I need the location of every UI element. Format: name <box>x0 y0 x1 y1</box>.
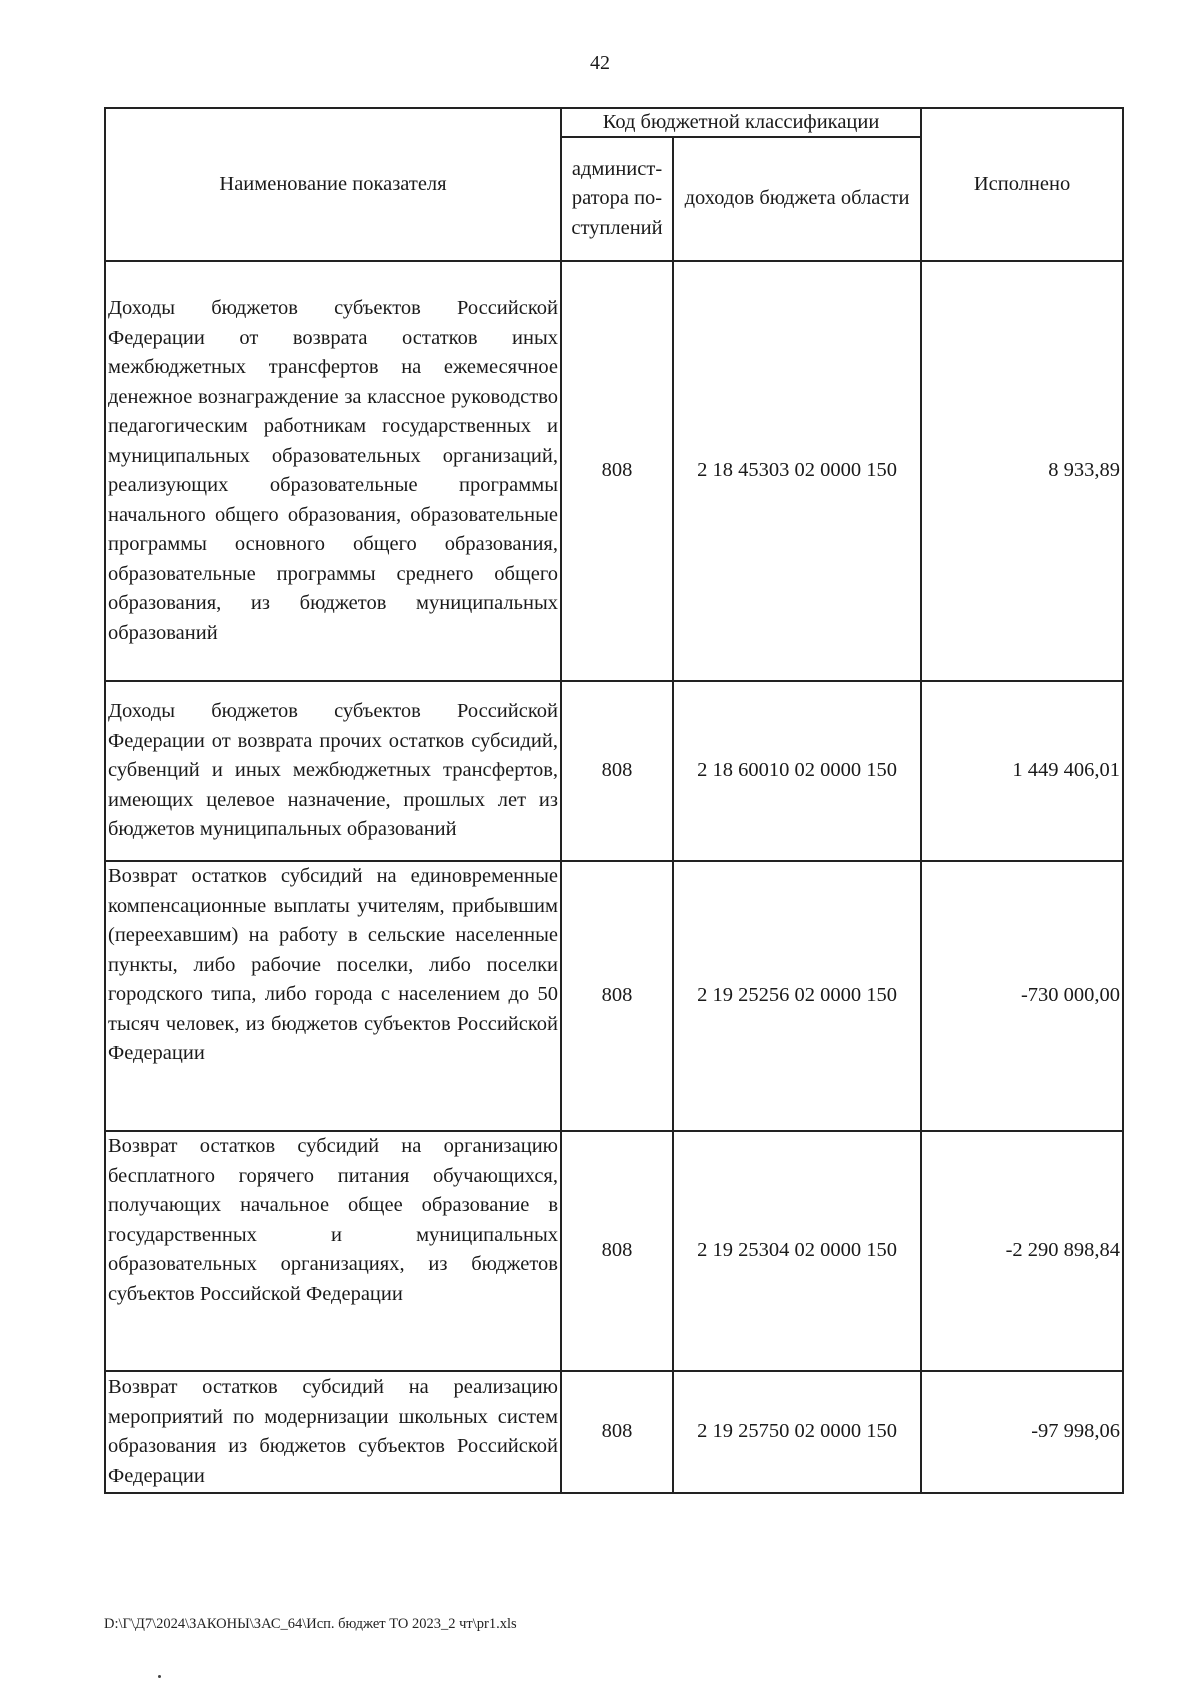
row-executed-amount: 8 933,89 <box>921 261 1123 681</box>
table-row <box>105 681 1123 861</box>
header-income-code-label: доходов бюджета области <box>684 187 910 210</box>
budget-revenue-table <box>104 107 1124 1494</box>
header-administrator <box>561 137 673 261</box>
row-indicator-name: Доходы бюджетов субъектов Российской Федерации от возврата прочих остатков субсидий, субвенций и иных межбюджетных трансфертов, имеющих целевое назначение, прошлых лет из бюджетов муниципальных образований <box>105 681 561 861</box>
header-indicator-name: Наименование показателя <box>105 108 561 261</box>
row-executed-amount: -730 000,00 <box>921 861 1123 1131</box>
row-income-code: 2 18 60010 02 0000 150 <box>673 681 921 861</box>
row-indicator-name: Возврат остатков субсидий на единовременные компенсационные выплаты учителям, прибывшим (переехавшим) на работу в сельские населенные пункты, либо рабочие поселки, либо поселки городского типа, либо города с населением до 50 тысяч человек, из бюджетов субъектов Российской Федерации <box>105 861 561 1131</box>
row-executed-amount: -2 290 898,84 <box>921 1131 1123 1371</box>
row-admin-code: 808 <box>561 1371 673 1493</box>
row-income-code: 2 18 45303 02 0000 150 <box>673 261 921 681</box>
header-row-top <box>105 108 1123 137</box>
row-indicator-name: Доходы бюджетов субъектов Российской Федерации от возврата остатков иных межбюджетных трансфертов на ежемесячное денежное вознаграждение за классное руководство педагогическим работникам государственных и муниципальных образовательных организаций, реализующих образовательные программы начального общего образования, образовательные программы основного общего образования, образовательные программы среднего общего образования, из бюджетов муниципальных образований <box>105 261 561 681</box>
row-indicator-name: Возврат остатков субсидий на реализацию мероприятий по модернизации школьных систем образования из бюджетов субъектов Российской Федерации <box>105 1371 561 1493</box>
row-income-code: 2 19 25750 02 0000 150 <box>673 1371 921 1493</box>
row-admin-code: 808 <box>561 261 673 681</box>
header-budget-classification-code: Код бюджетной классификации <box>561 108 921 137</box>
row-executed-amount: 1 449 406,01 <box>921 681 1123 861</box>
row-income-code: 2 19 25256 02 0000 150 <box>673 861 921 1131</box>
header-income-code <box>673 137 921 261</box>
header-administrator-label: админист-ратора по-ступлений <box>571 157 663 239</box>
row-admin-code: 808 <box>561 1131 673 1371</box>
row-admin-code: 808 <box>561 681 673 861</box>
table-row <box>105 261 1123 681</box>
row-income-code: 2 19 25304 02 0000 150 <box>673 1131 921 1371</box>
header-executed: Исполнено <box>921 108 1123 261</box>
table-row <box>105 861 1123 1131</box>
row-executed-amount: -97 998,06 <box>921 1371 1123 1493</box>
page-number: 42 <box>590 52 610 74</box>
row-indicator-name: Возврат остатков субсидий на организацию бесплатного горячего питания обучающихся, получающих начальное общее образование в государственных и муниципальных образовательных организациях, из бюджетов субъектов Российской Федерации <box>105 1131 561 1371</box>
table-row <box>105 1131 1123 1371</box>
footer-file-path: D:\Г\Д7\2024\ЗАКОНЫ\ЗАС_64\Исп. бюджет ТО 2023_2 чт\pr1.xls <box>104 1616 517 1632</box>
row-admin-code: 808 <box>561 861 673 1131</box>
table-row <box>105 1371 1123 1493</box>
scan-dot-mark <box>158 1675 161 1678</box>
